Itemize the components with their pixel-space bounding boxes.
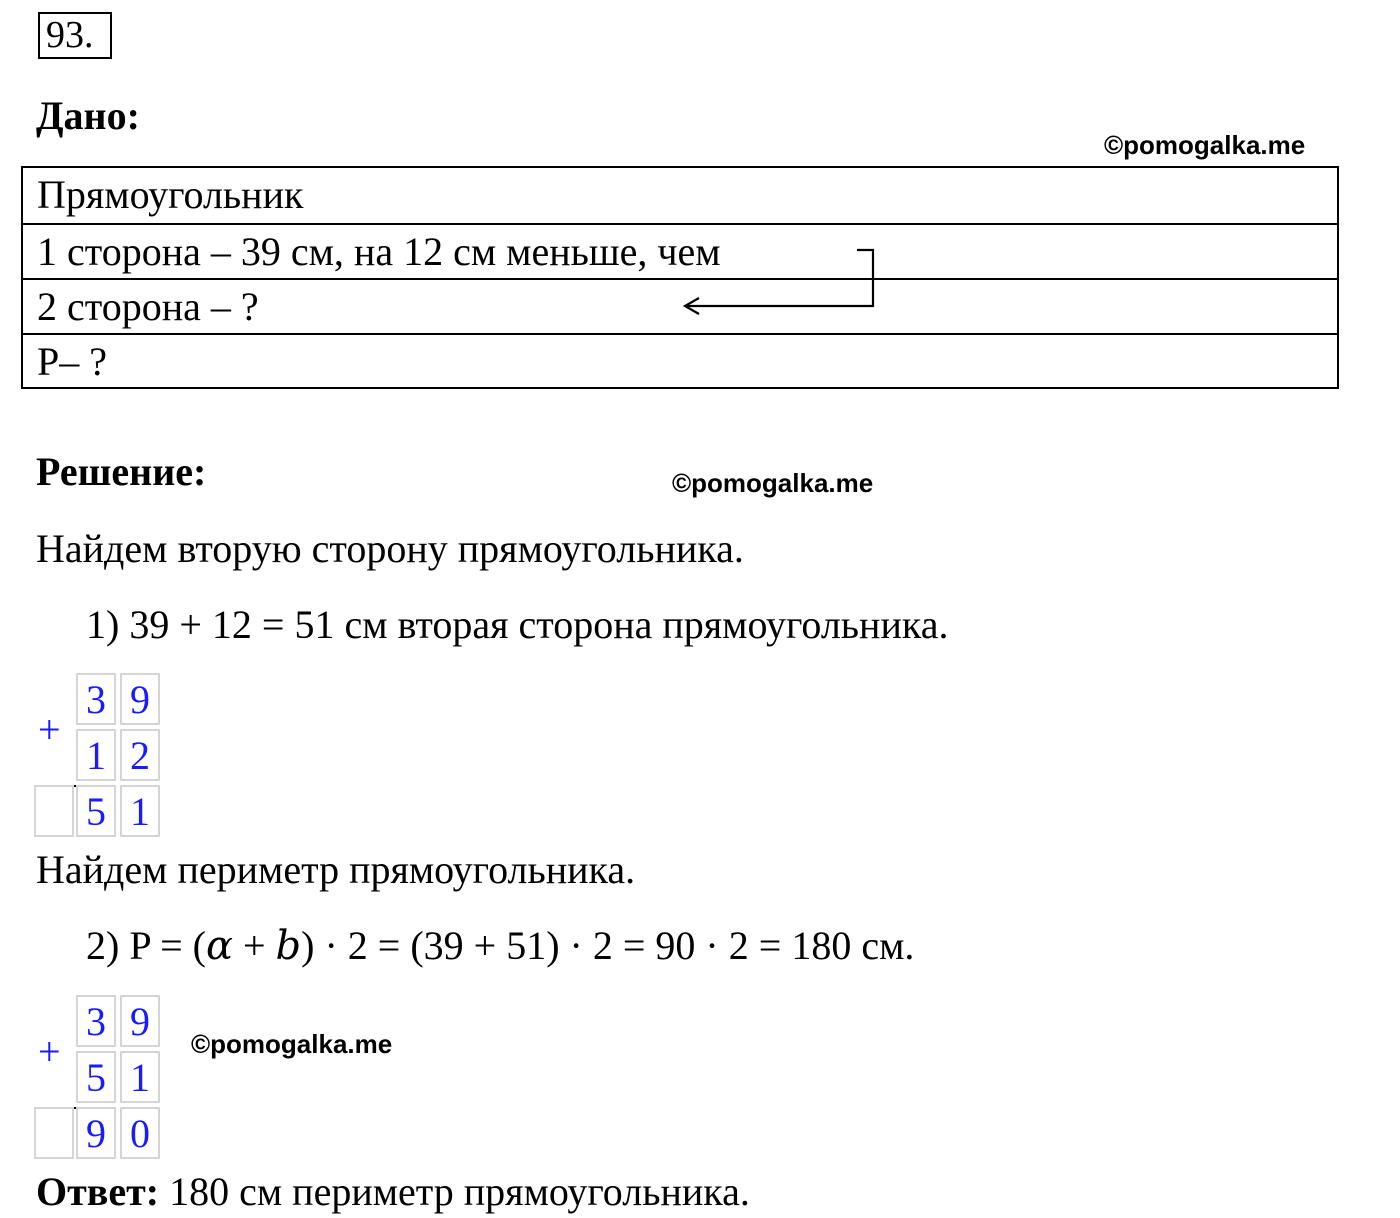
digit-cell: 3 — [76, 673, 116, 725]
digit-cell: 1 — [120, 1051, 160, 1103]
given-row-side-2: 2 сторона – ? — [23, 278, 1337, 333]
task-number: 93. — [38, 12, 112, 59]
formula-suffix: ) · 2 = (39 + 51) · 2 = 90 · 2 = 180 см. — [301, 923, 915, 968]
plus-sign: + — [38, 1029, 61, 1074]
answer — [36, 1168, 750, 1215]
digit-cell: 9 — [120, 673, 160, 725]
digit-cell: 9 — [76, 1107, 116, 1159]
digit-cell: 5 — [76, 785, 116, 837]
answer-label: Ответ: — [36, 1169, 160, 1214]
digit-cell: 1 — [76, 729, 116, 781]
formula-prefix: 2) P = ( — [86, 923, 206, 968]
digit-cell: 0 — [120, 1107, 160, 1159]
comparison-arrow-icon — [23, 168, 1341, 391]
watermark: ©pomogalka.me — [672, 468, 874, 498]
watermark: ©pomogalka.me — [191, 1029, 393, 1059]
given-row-perimeter: P– ? — [23, 333, 1337, 388]
solution-step-2 — [86, 922, 914, 969]
solution-text-1: Найдем вторую сторону прямоугольника. — [36, 526, 744, 571]
solution-text-2: Найдем периметр прямоугольника. — [36, 847, 636, 892]
given-row-side-1: 1 сторона – 39 см, на 12 см меньше, чем — [23, 223, 1337, 278]
solution-heading: Решение: — [36, 449, 207, 494]
given-row-shape: Прямоугольник — [37, 172, 304, 217]
answer-text: 180 см периметр прямоугольника. — [159, 1169, 750, 1214]
digit-cell: 2 — [120, 729, 160, 781]
solution-step-1: 1) 39 + 12 = 51 см вторая сторона прямоугольника. — [86, 602, 949, 647]
digit-cell: 9 — [120, 995, 160, 1047]
digit-cell: 5 — [76, 1051, 116, 1103]
watermark: ©pomogalka.me — [1104, 130, 1306, 160]
grid-cell — [34, 785, 74, 837]
given-table — [21, 166, 1339, 389]
formula-plus: + — [232, 923, 276, 968]
given-heading: Дано: — [36, 93, 140, 138]
variable-a: α — [205, 923, 233, 969]
grid-cell — [34, 1107, 74, 1159]
digit-cell: 3 — [76, 995, 116, 1047]
digit-cell: 1 — [120, 785, 160, 837]
variable-b: b — [275, 923, 302, 969]
plus-sign: + — [38, 707, 61, 752]
